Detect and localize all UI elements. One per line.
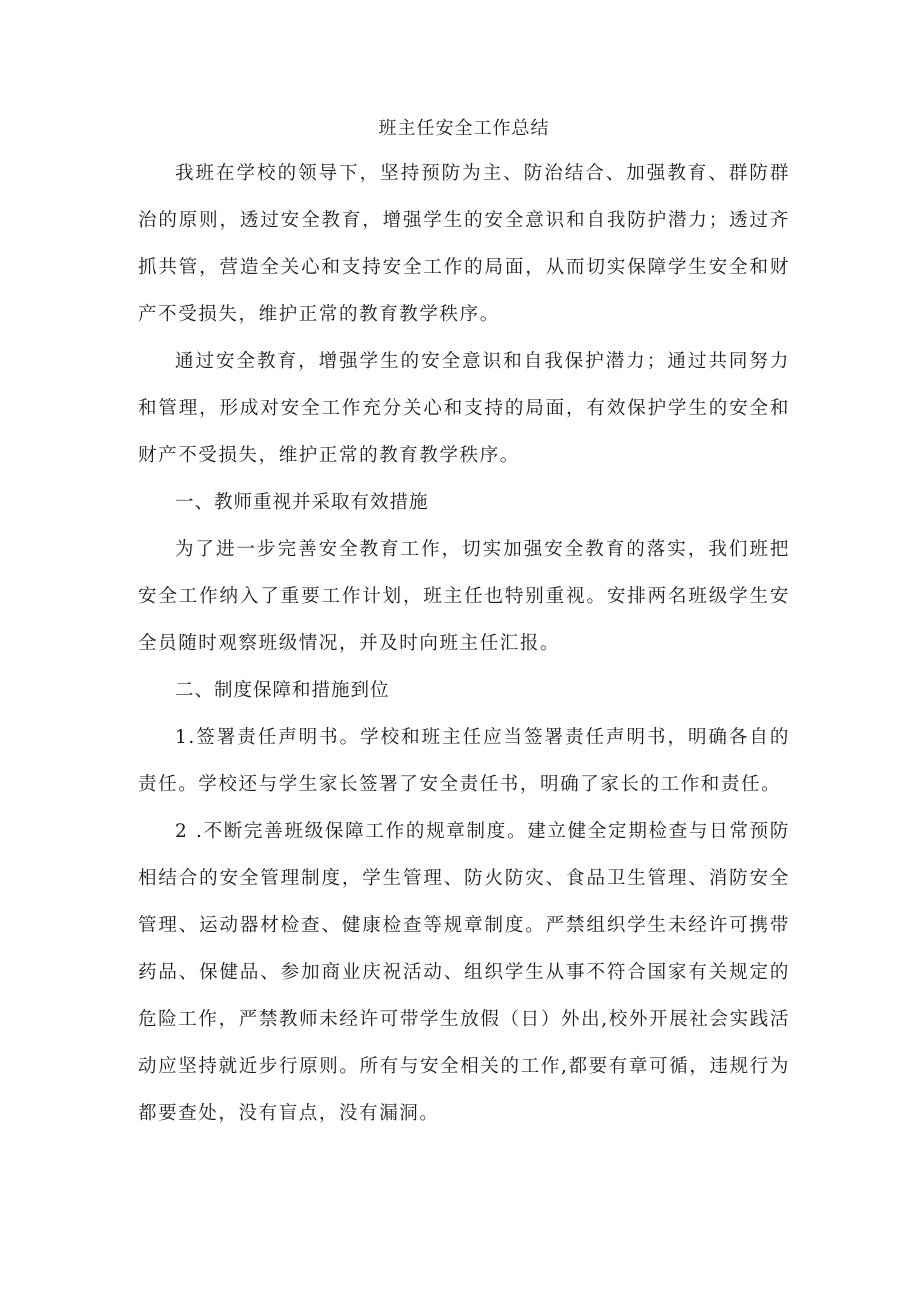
- section-heading-1: 一、教师重视并采取有效措施: [175, 492, 429, 513]
- paragraph-goal: 通过安全教育，增强学生的安全意识和自我保护潜力；通过共同努力和管理，形成对安全工作充分关心和支持的局面，有效保护学生的安全和财产不受损失，维护正常的教育教学秩序。: [138, 351, 790, 466]
- section-heading-2: 二、制度保障和措施到位: [175, 680, 390, 701]
- paragraph-section-1: 为了进一步完善安全教育工作，切实加强安全教育的落实，我们班把安全工作纳入了重要工作计划，班主任也特别重视。安排两名班级学生安全员随时观察班级情况，并及时向班主任汇报。: [138, 539, 790, 654]
- paragraph-item-1: 1.签署责任声明书。学校和班主任应当签署责任声明书，明确各自的责任。学校还与学生家长签署了安全责任书，明确了家长的工作和责任。: [138, 727, 790, 795]
- document-title: 班主任安全工作总结: [378, 118, 550, 139]
- document-body: [138, 112, 790, 1137]
- paragraph-item-2: 2 .不断完善班级保障工作的规章制度。建立健全定期检查与日常预防相结合的安全管理制度，学生管理、防火防灾、食品卫生管理、消防安全管理、运动器材检查、健康检查等规章制度。严禁组织学生未经许可携带药品、保健品、参加商业庆祝活动、组织学生从事不符合国家有关规定的危险工作，严禁教师未经许可带学生放假（日）外出,校外开展社会实践活动应坚持就近步行原则。所有与安全相关的工作,都要有章可循，违规行为都要查处，没有盲点，没有漏洞。: [138, 821, 790, 1124]
- paragraph-intro: 我班在学校的领导下，坚持预防为主、防治结合、加强教育、群防群治的原则，透过安全教育，增强学生的安全意识和自我防护潜力；透过齐抓共管，营造全关心和支持安全工作的局面，从而切实保障学生安全和财产不受损失，维护正常的教育教学秩序。: [138, 163, 790, 325]
